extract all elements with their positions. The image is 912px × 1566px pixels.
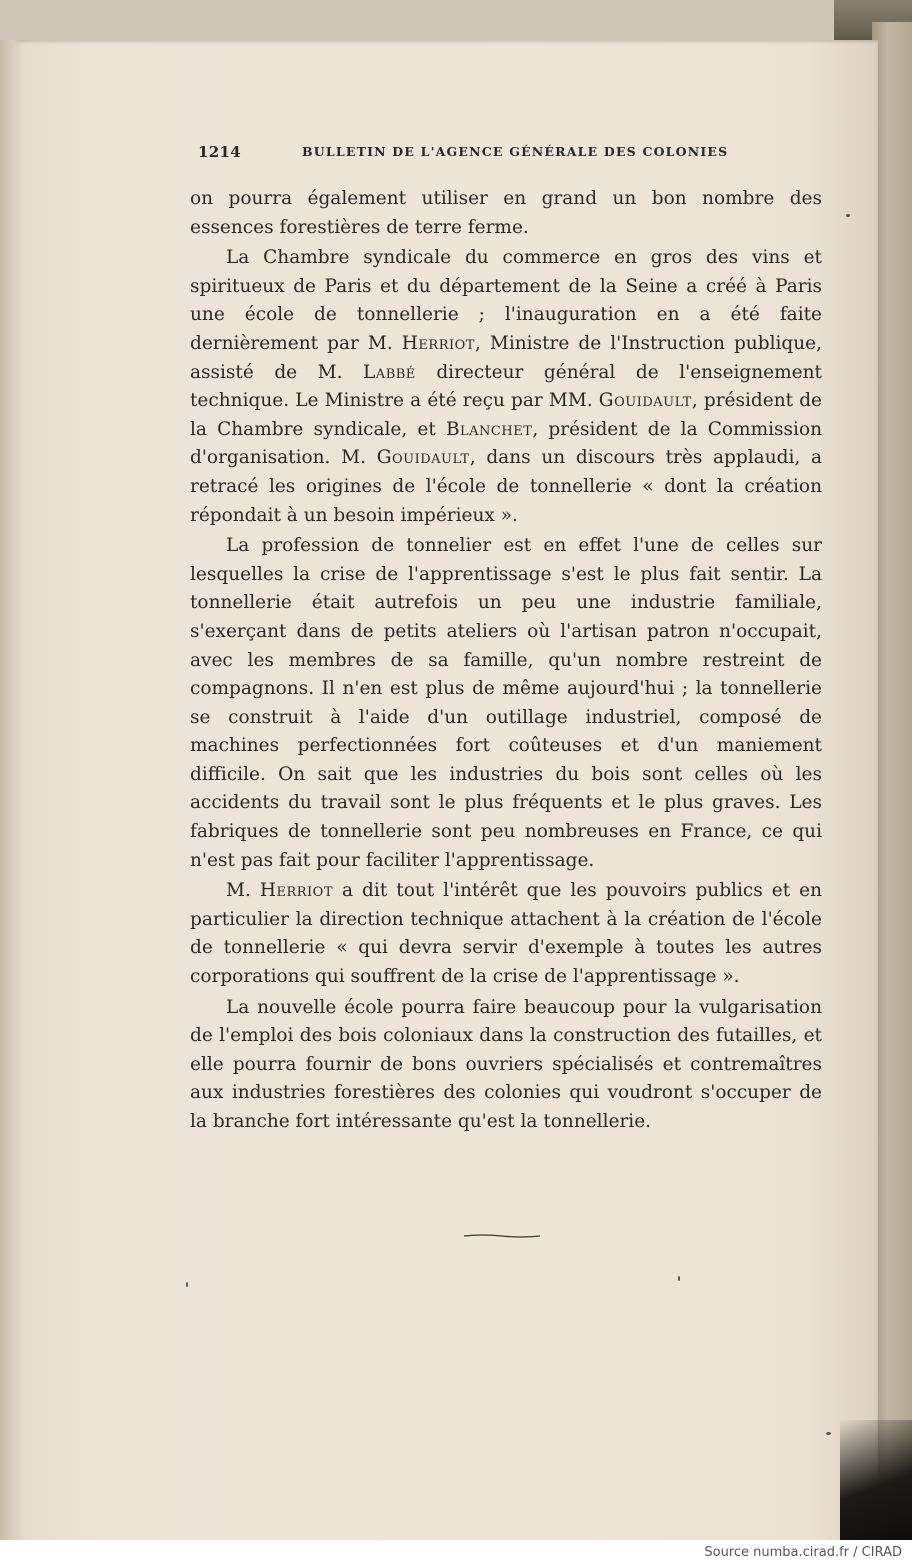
person-name: Herriot: [259, 880, 334, 902]
paper-speck: [826, 1432, 831, 1435]
source-credit: Source numba.cirad.fr / CIRAD: [704, 1545, 902, 1560]
paragraph-text: , président de la Commission d'organisation. M.: [190, 418, 822, 469]
page-header: [198, 143, 738, 165]
paragraph: [190, 244, 822, 530]
paragraph-text: La profession de tonnelier est en effet l'une de celles sur lesquelles la crise de l'apprentissage s'est le plus fait sentir. La tonnellerie était autrefois un peu une industrie familiale, s'exerçant dans de petits ateliers où l'artisan patron n'occupait, avec les membres de sa famille, qu'un nombre restreint de compagnons. Il n'en est plus de même aujourd'hui ; la tonnellerie se construit à l'aide d'un outillage industriel, composé de machines perfectionnées fort coûteuses et d'un maniement difficile. On sait que les industries du bois sont celles où les accidents du travail sont le plus fréquents et le plus graves. Les fabriques de tonnellerie sont peu nombreuses en France, ce qui n'est pas fait pour faciliter l'apprentissage.: [190, 535, 822, 871]
person-name: Blanchet: [445, 418, 533, 440]
paper-speck: [186, 1282, 188, 1287]
end-ornament: [462, 1233, 542, 1239]
book-corner-shadow: [840, 1420, 912, 1540]
person-name: Labbé: [363, 361, 416, 383]
paper-speck: [846, 214, 850, 217]
page-gutter: [0, 40, 22, 1540]
paragraph-text: a dit tout l'intérêt que les pouvoirs publics et en particulier la direction technique attachent à la création de l'école de tonnellerie « qui devra servir d'exemple à toutes les autres corporations qui souffrent de la crise de l'apprentissage ».: [190, 880, 822, 988]
person-name: Gouidault: [376, 447, 470, 469]
paragraph-text: , Ministre de l'Instruction publique, assisté de M.: [190, 332, 822, 383]
paragraph-text: on pourra également utiliser en grand un bon nombre des essences forestières de terre ferme.: [190, 188, 822, 238]
paragraph-text: La nouvelle école pourra faire beaucoup pour la vulgarisation de l'emploi des bois coloniaux dans la construction des futailles, et elle pourra fournir de bons ouvriers spécialisés et contremaîtres aux industries forestières des colonies qui voudront s'occuper de la branche fort intéressante qu'est la tonnellerie.: [190, 996, 822, 1132]
paragraph-text: , président de la Chambre syndicale, et: [190, 390, 822, 440]
paragraph: [190, 532, 822, 875]
paragraph: [190, 994, 822, 1137]
paragraph: [190, 877, 822, 991]
paragraph-text: La Chambre syndicale du commerce en gros des vins et spiritueux de Paris et du département de la Seine a créé à Paris une école de tonnellerie ; l'inauguration en a été faite dernièrement par M.: [190, 247, 822, 354]
paragraph-text: M.: [226, 880, 260, 902]
page-number: 1214: [198, 143, 241, 161]
paper-speck: [678, 1276, 680, 1281]
paragraph-text: directeur général de l'enseignement technique. Le Ministre a été reçu par MM.: [190, 361, 822, 412]
person-name: Herriot: [401, 332, 475, 354]
article-body: [190, 185, 822, 1139]
paragraph: [190, 185, 822, 242]
next-page-edge: [872, 22, 912, 1540]
paragraph-text: , dans un discours très applaudi, a retracé les origines de l'école de tonnellerie « dont la création répondait à un besoin impérieux ».: [190, 447, 822, 526]
person-name: Gouidault: [598, 390, 692, 412]
running-title: BULLETIN DE L'AGENCE GÉNÉRALE DES COLONIES: [302, 144, 729, 159]
